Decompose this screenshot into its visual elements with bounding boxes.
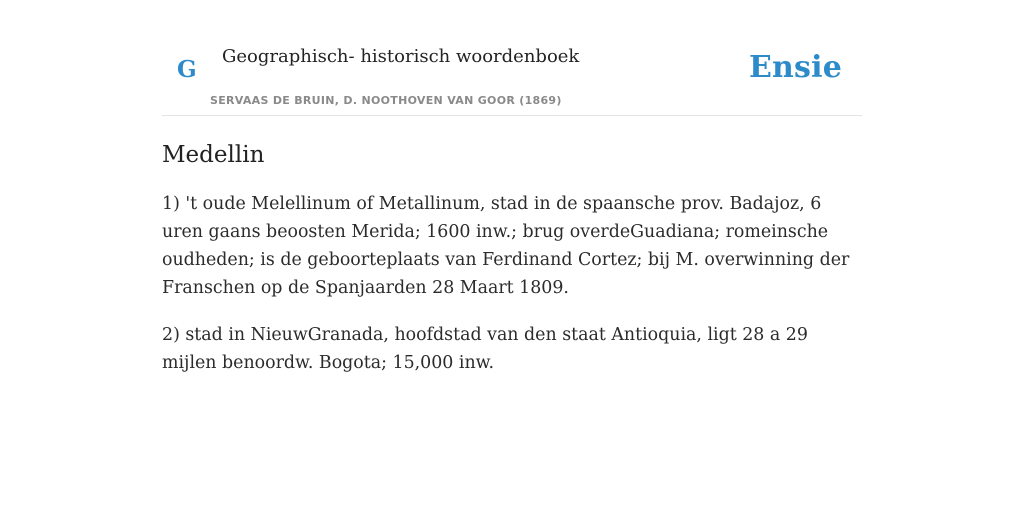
book-logo-link[interactable]: G — [177, 56, 197, 83]
header — [162, 44, 862, 116]
entry-title: Medellin — [162, 142, 265, 168]
page — [162, 0, 862, 377]
brand-logo-link[interactable]: Ensie — [748, 50, 842, 85]
entry-paragraph-2: 2) stad in NieuwGranada, hoofdstad van den staat Antioquia, ligt 28 a 29 mijlen benoordw. Bogota; 15,000 inw. — [162, 325, 808, 373]
entry-paragraph-1: 1) 't oude Melellinum of Metallinum, stad in de spaansche prov. Badajoz, 6 uren gaans beoosten Merida; 1600 inw.; brug overdeGuadiana; romeinsche oudheden; is de geboorteplaats van Ferdinand Cortez; bij M. overwinning der Franschen op de Spanjaarden 28 Maart 1809. — [162, 194, 850, 298]
book-author: SERVAAS DE BRUIN, D. NOOTHOVEN VAN GOOR (1869) — [210, 94, 562, 107]
book-title[interactable]: Geographisch- historisch woordenboek — [222, 46, 580, 67]
